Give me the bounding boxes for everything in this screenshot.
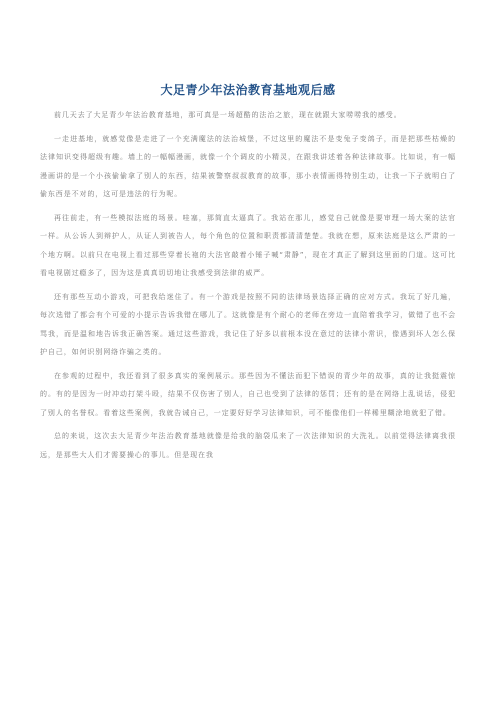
paragraph: 再往前走，有一些模拟法庭的场景。哇塞，那简直太逼真了。我站在那儿，感觉自己就像是要审理一场大案的法官一样。从公诉人到辩护人，从证人到被告人，每个角色的位置和职责都清清楚楚。我就在想，原来法庭是这么严肃的一个地方啊。以前只在电视上看过那些穿着长袍的大法官敲着小锤子喊“肃静”，现在才真正了解到这里面的门道。这可比看电视剧过瘾多了，因为这是真真切切地让我感受到法律的威严。 xyxy=(40,213,456,277)
paragraph: 前几天去了大足青少年法治教育基地，那可真是一场超酷的法治之旅，现在就跟大家唠唠我的感受。 xyxy=(54,111,402,119)
paragraph: 在参观的过程中，我还看到了很多真实的案例展示。那些因为不懂法而犯下错误的青少年的故事，真的让我挺震惊的。有的是因为一时冲动打架斗殴，结果不仅伤害了别人，自己也受到了法律的惩罚；还有的是在网络上乱说话，侵犯了别人的名誉权。看着这些案例，我就告诫自己，一定要好好学习法律知识，可不能像他们一样稀里糊涂地就犯了错。 xyxy=(40,371,456,417)
paragraph: 一走进基地，就感觉像是走进了一个充满魔法的法治城堡，不过这里的魔法不是变兔子变鸽子，而是把那些枯燥的法律知识变得超级有趣。墙上的一幅幅漫画，就像一个个调皮的小精灵，在跟我讲述着各种法律故事。比如说，有一幅漫画讲的是一个小孩偷偷拿了别人的东西，结果被警察叔叔教育的故事，那小表情画得特别生动，让我一下子就明白了偷东西是不对的，这可是违法的行为呢。 xyxy=(40,134,456,198)
document-title: 大足青少年法治教育基地观后感 xyxy=(160,83,336,97)
paragraph: 还有那些互动小游戏，可把我给迷住了。有一个游戏是按照不同的法律场景选择正确的应对方式。我玩了好几遍，每次选错了都会有个可爱的小提示告诉我错在哪儿了。这就像是有个耐心的老师在旁边一直陪着我学习，做错了也不会骂我，而是温和地告诉我正确答案。通过这些游戏，我记住了好多以前根本没在意过的法律小常识，像遇到坏人怎么保护自己，如何识别网络诈骗之类的。 xyxy=(40,292,456,356)
paragraph: 总的来说，这次去大足青少年法治教育基地就像是给我的脑袋瓜来了一次法律知识的大洗礼。以前觉得法律离我很远，是那些大人们才需要操心的事儿。但是现在我 xyxy=(40,432,456,459)
